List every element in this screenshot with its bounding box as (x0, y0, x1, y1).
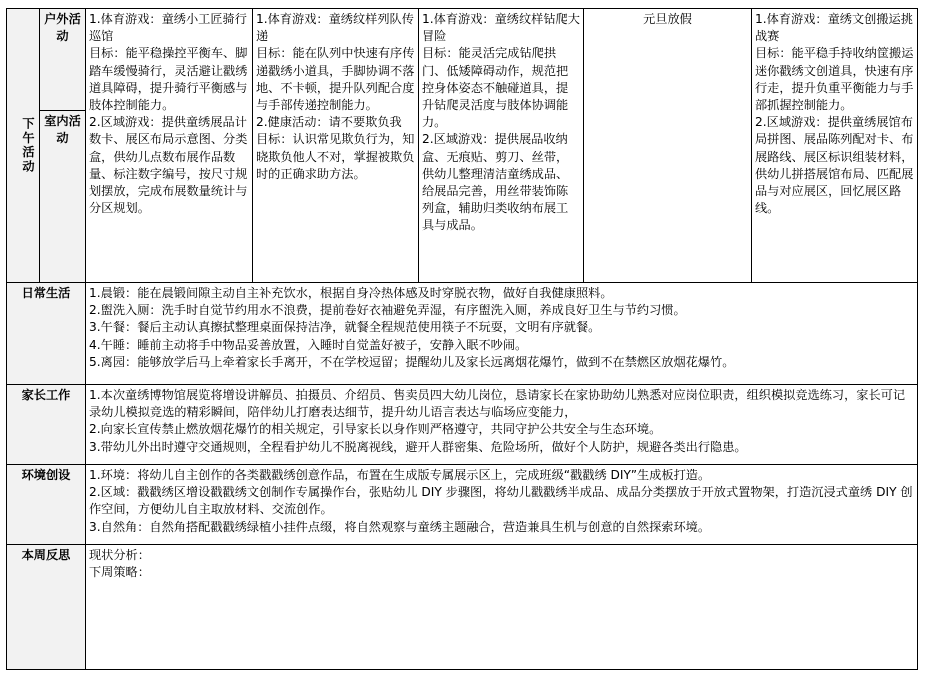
afternoon-col-2: 1.体育游戏：童绣纹样列队传递 目标：能在队列中快速有序传递戳绣小道具，手脚协调不落地、不卡顿，提升队列配合度与手部传递控制能力。 2.健康活动：请不要欺负我 目标：认识常见欺负行为，知晓欺负他人不对，掌握被欺负时的正确求助方法。 (253, 9, 419, 283)
list-item: 1.晨锻：能在晨锻间隙主动自主补充饮水，根据自身冷热体感及时穿脱衣物，做好自我健康照料。 (89, 286, 613, 300)
afternoon-col-1: 1.体育游戏：童绣小工匠骑行巡馆 目标：能平稳操控平衡车、脚踏车缓慢骑行，灵活避让戳绣道具障碍，提升骑行平衡感与肢体控制能力。 2.区域游戏：提供童绣展品计数卡、展区布局示意图、分类盒，供幼儿点数布展作品数量、标注数字编号，按尺寸规划摆放，完成布展数量统计与分区规划。 (86, 9, 253, 283)
environment-content (86, 465, 918, 545)
list-item: 2.区域：戳戳绣区增设戳戳绣文创制作专属操作台，张贴幼儿 DIY 步骤图，将幼儿戳戳绣半成品、成品分类摆放于开放式置物架，打造沉浸式童绣 DIY 创作空间，方便幼儿自主取放材料、交流创作。 (89, 485, 913, 517)
afternoon-label: 下午活动 (7, 9, 40, 283)
analysis-label: 现状分析： (89, 548, 150, 562)
daily-life-label: 日常生活 (7, 283, 86, 385)
list-item: 5.离园：能够放学后马上牵着家长手离开，不在学校逗留；提醒幼儿及家长远离烟花爆竹，做到不在禁燃区放烟花爆竹。 (89, 354, 735, 369)
weekly-plan-table (6, 8, 918, 670)
daily-life-content (86, 283, 918, 385)
list-item: 3.自然角：自然角搭配戳戳绣绿植小挂件点缀，将自然观察与童绣主题融合，营造兼具生机与创意的自然探索环境。 (89, 519, 711, 534)
list-item: 2.向家长宣传禁止燃放烟花爆竹的相关规定，引导家长以身作则严格遵守，共同守护公共安全与生态环境。 (89, 422, 662, 437)
outdoor-label: 户外活动 (40, 9, 86, 111)
plan-label: 下周策略： (89, 565, 150, 580)
list-item: 3.午餐：餐后主动认真擦拭整理桌面保持洁净，就餐全程规范使用筷子不玩耍，文明有序就餐。 (89, 320, 601, 335)
reflection-content (86, 545, 918, 670)
afternoon-col-5: 1.体育游戏：童绣文创搬运挑战赛 目标：能平稳手持收纳筐搬运迷你戳绣文创道具，快速有序行走，提升负重平衡能力与手部抓握控制能力。 2.区域游戏：提供童绣展馆布局拼图、展品陈列配对卡、布展路线、展区标识组装材料，供幼儿拼搭展馆布局、匹配展品与对应展区，回忆展区路线。 (752, 9, 918, 283)
list-item: 3.带幼儿外出时遵守交通规则，全程看护幼儿不脱离视线，避开人群密集、危险场所，做好个人防护，规避各类出行隐患。 (89, 439, 747, 454)
list-item: 4.午睡：睡前主动将手中物品妥善放置，入睡时自觉盖好被子，安静入眠不吵闹。 (89, 337, 528, 352)
environment-label: 环境创设 (7, 465, 86, 545)
list-item: 1.环境：将幼儿自主创作的各类戳戳绣创意作品，布置在生成版专属展示区上，完成班级“戳戳绣 DIY”生成板打造。 (89, 468, 711, 482)
reflection-label: 本周反思 (7, 545, 86, 670)
afternoon-col-3: 1.体育游戏：童绣纹样钻爬大冒险 目标：能灵活完成钻爬拱门、低矮障碍动作，规范把控身体姿态不触碰道具，提升钻爬灵活度与肢体协调能力。 2.区域游戏：提供展品收纳盒、无痕贴、剪刀、丝带，供幼儿整理清洁童绣成品、给展品完善，用丝带装饰陈列盒，辅助归类收纳布展工具与成品。 (419, 9, 584, 283)
indoor-label: 室内活动 (40, 111, 86, 283)
parents-work-content (86, 385, 918, 465)
parents-work-label: 家长工作 (7, 385, 86, 465)
afternoon-col-4: 元旦放假 (584, 9, 752, 283)
list-item: 1.本次童绣博物馆展览将增设讲解员、拍摄员、介绍员、售卖员四大幼儿岗位，恳请家长在家协助幼儿熟悉对应岗位职责，组织模拟竞选练习，家长可记录幼儿模拟竞选的精彩瞬间，陪伴幼儿打磨表达细节，提升幼儿语言表达与临场应变能力， (89, 388, 906, 420)
list-item: 2.盥洗入厕：洗手时自觉节约用水不浪费，提前卷好衣袖避免弄湿，有序盥洗入厕，养成良好卫生与节约习惯。 (89, 303, 686, 318)
